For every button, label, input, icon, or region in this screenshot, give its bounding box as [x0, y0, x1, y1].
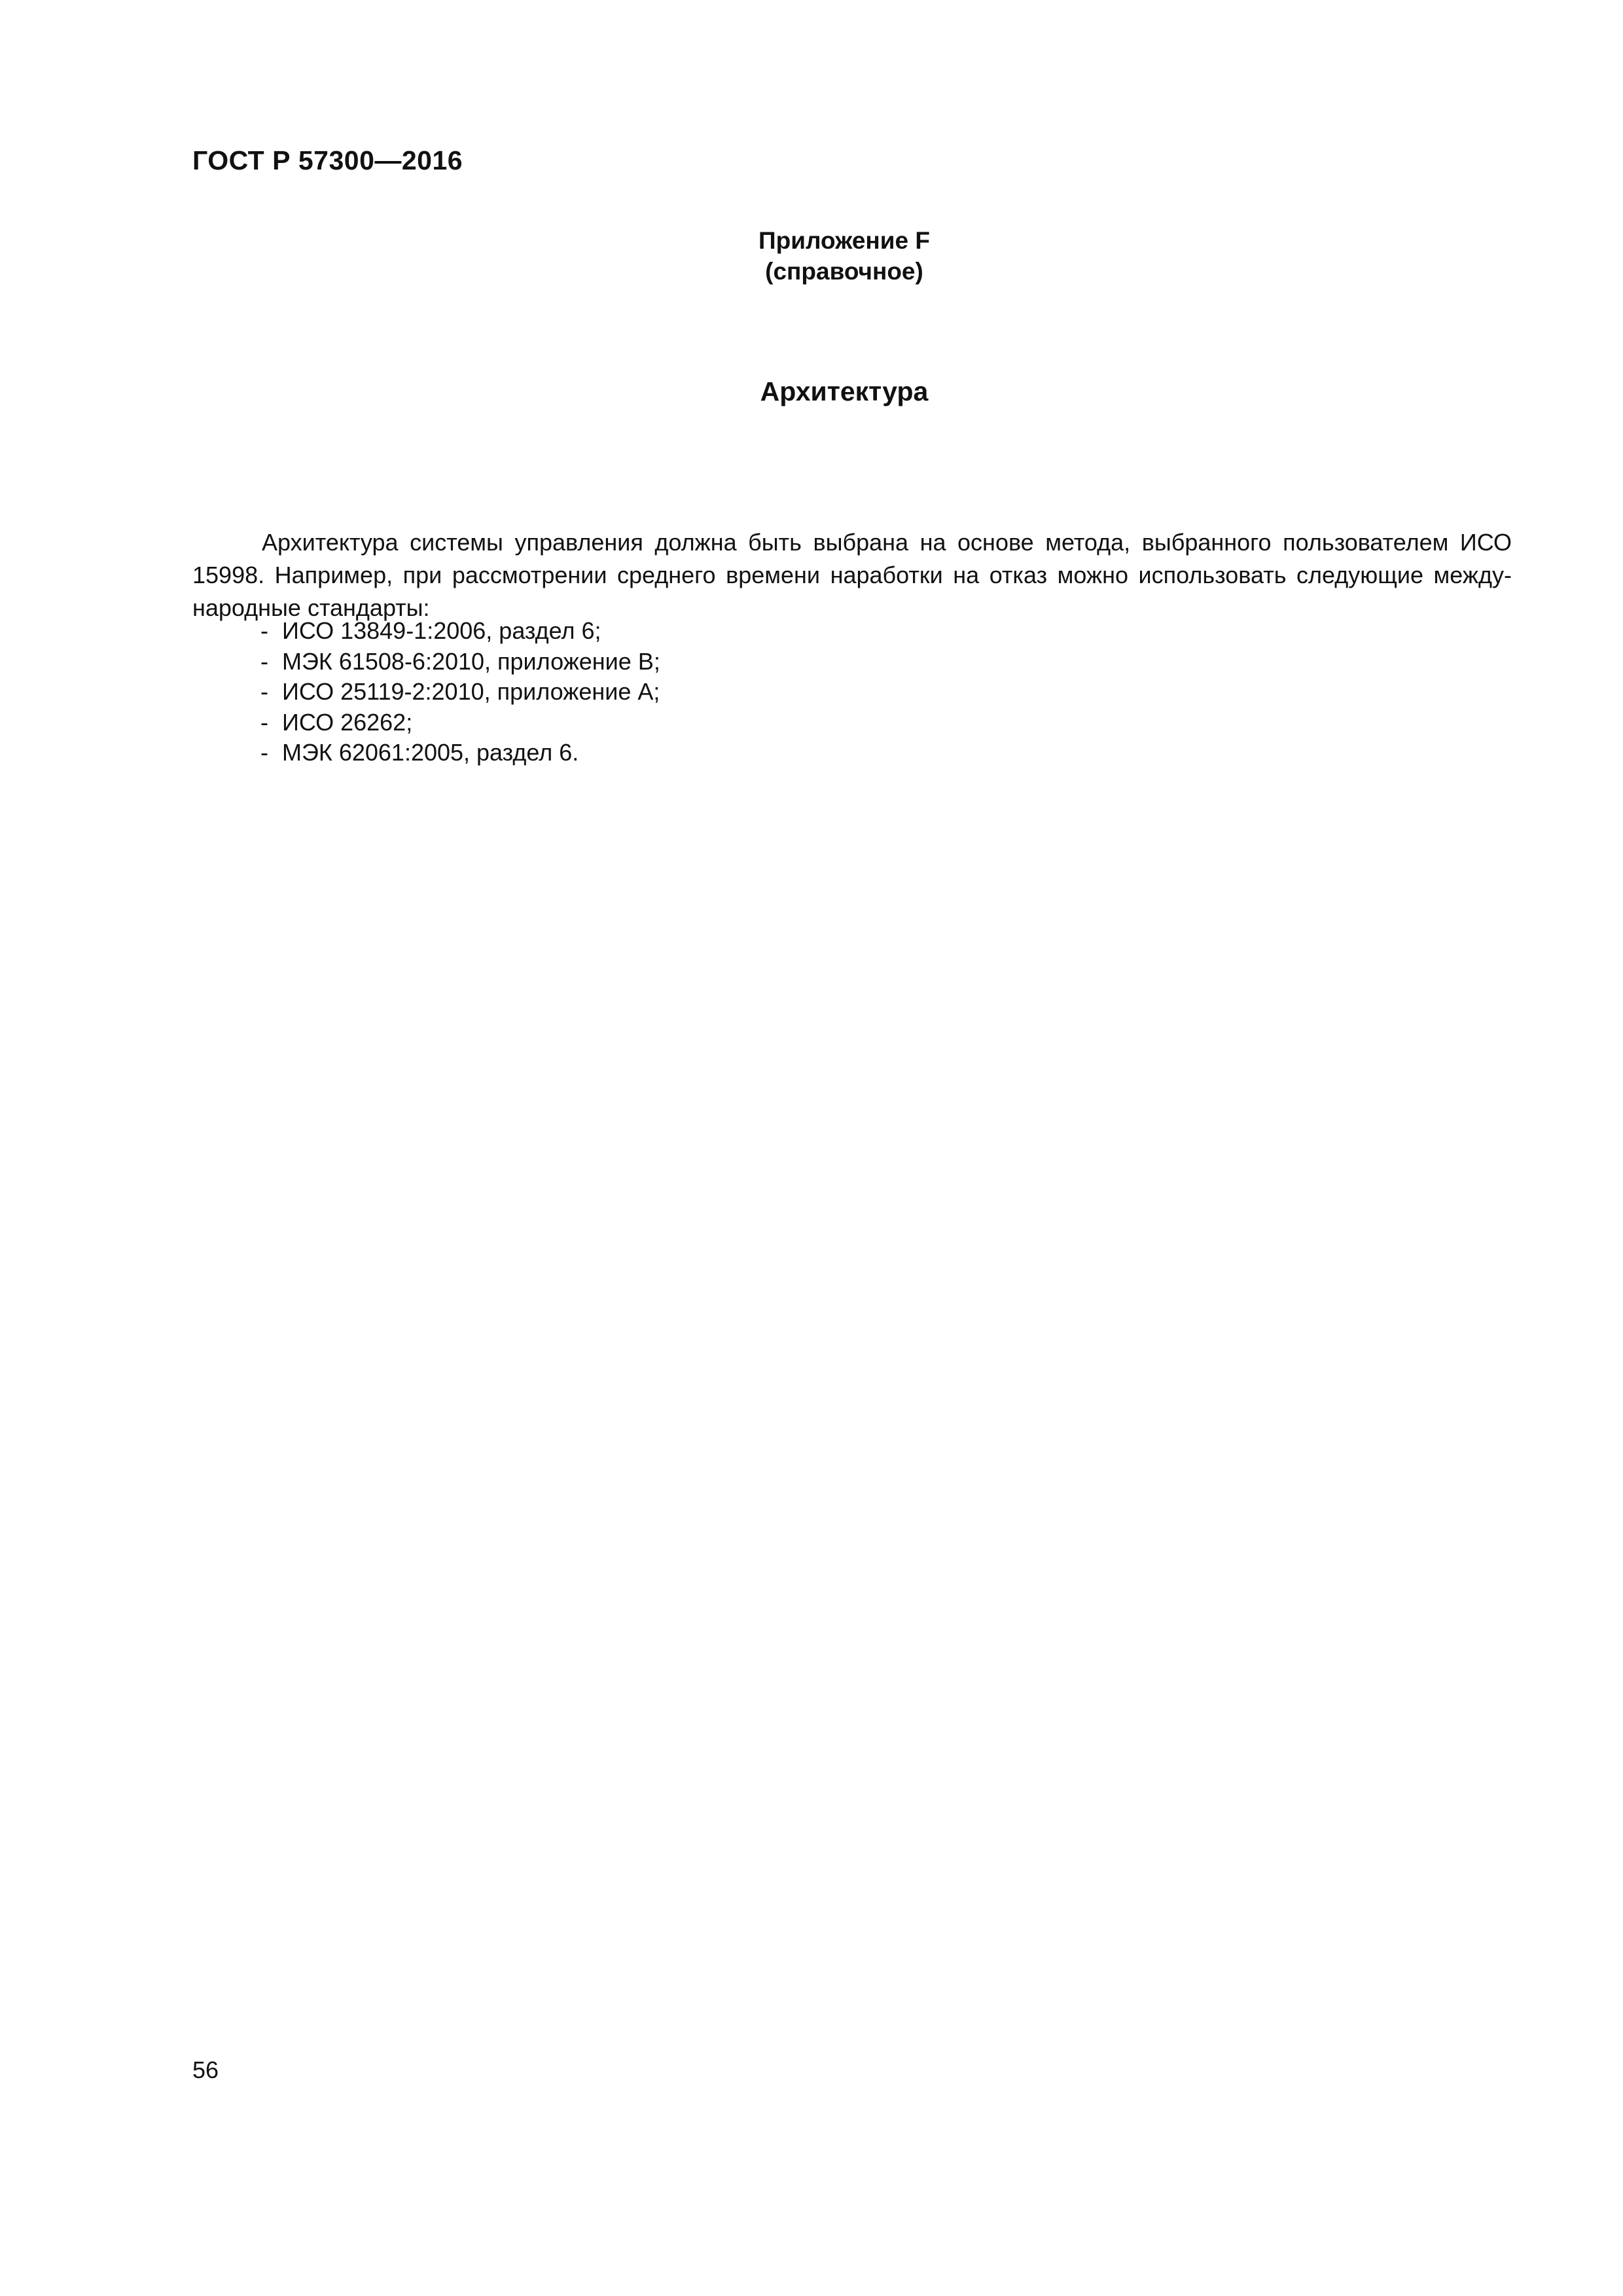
list-marker: - [260, 708, 268, 736]
list-item-text: ИСО 25119-2:2010, приложение A; [282, 678, 660, 705]
list-item-text: ИСО 13849-1:2006, раздел 6; [282, 617, 601, 644]
list-item [260, 647, 660, 677]
list-marker: - [260, 617, 268, 644]
appendix-title: Архитектура [760, 376, 929, 406]
standards-list [260, 616, 660, 768]
list-item [260, 616, 660, 647]
list-item [260, 677, 660, 708]
body-paragraph: Архитектура системы управления должна быть выбрана на основе метода, выбранного пользователем ИСО 15998. Например, при рассмотрении среднего времени наработки на отказ можно использовать следующие международные стандарты: [192, 529, 1512, 621]
list-marker: - [260, 647, 268, 675]
list-item [260, 738, 660, 768]
list-item-text: ИСО 26262; [282, 708, 413, 736]
appendix-heading [0, 225, 1623, 287]
page-number: 56 [192, 2056, 219, 2083]
appendix-status: (справочное) [765, 258, 923, 285]
standard-code-header: ГОСТ Р 57300—2016 [192, 145, 463, 175]
appendix-label: Приложение F [758, 227, 930, 254]
list-marker: - [260, 678, 268, 705]
list-item-text: МЭК 61508-6:2010, приложение B; [282, 647, 660, 675]
list-item [260, 708, 660, 738]
list-marker: - [260, 739, 268, 766]
list-item-text: МЭК 62061:2005, раздел 6. [282, 739, 579, 766]
